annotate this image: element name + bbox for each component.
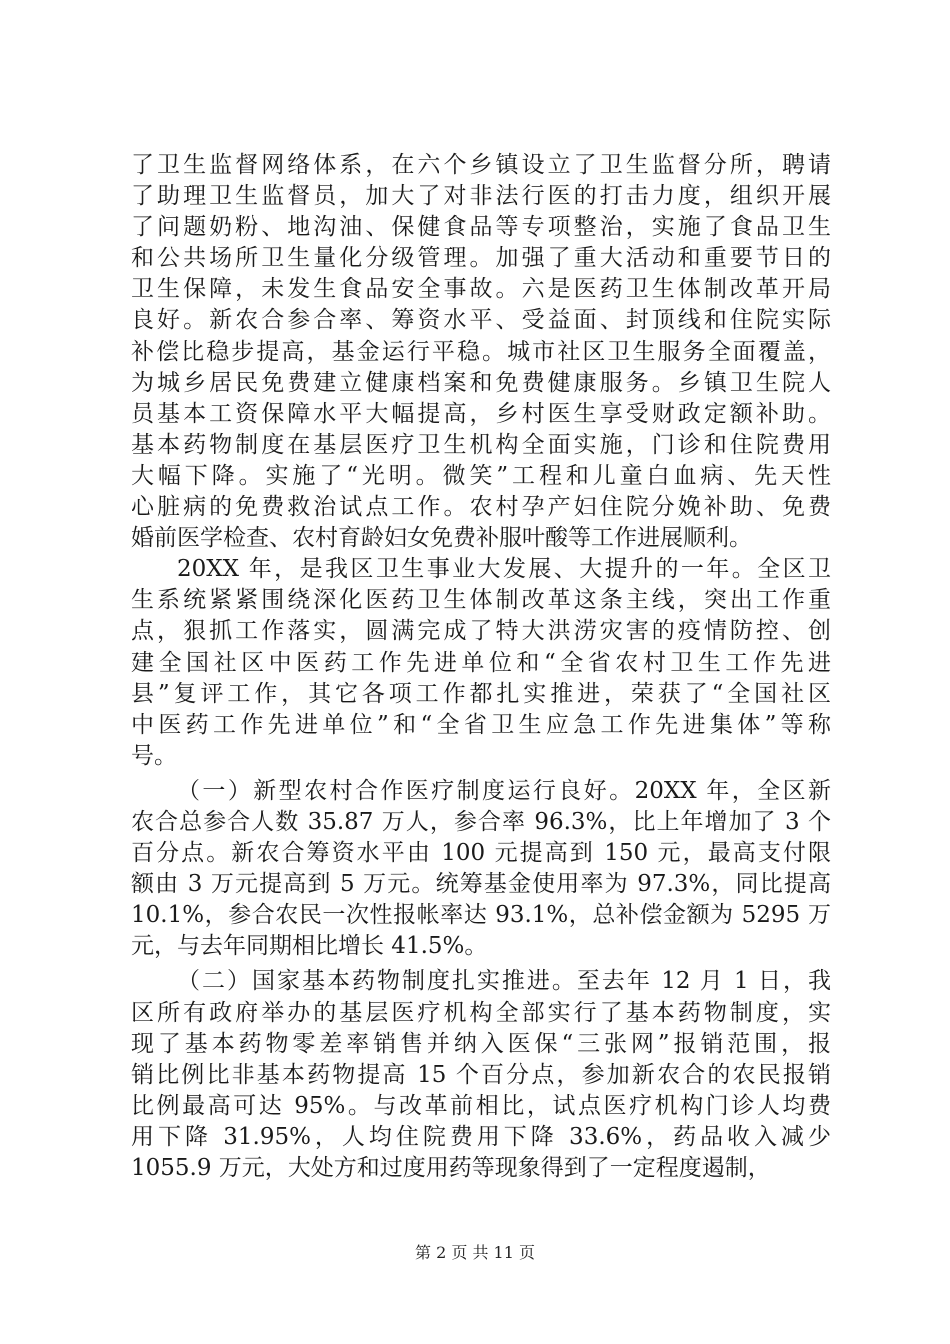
paragraph bbox=[131, 776, 831, 963]
text-line: 20XX 年，是我区卫生事业大发展、大提升的一年。全区卫 bbox=[177, 556, 831, 583]
text-line: 基本药物制度在基层医疗卫生机构全面实施，门诊和住院费用 bbox=[131, 431, 831, 458]
text-line: 心脏病的免费救治试点工作。农村孕产妇住院分娩补助、免费 bbox=[131, 494, 831, 521]
text-line: 和公共场所卫生量化分级管理。加强了重大活动和重要节日的 bbox=[131, 245, 831, 272]
text-line: 为城乡居民免费建立健康档案和免费健康服务。乡镇卫生院人 bbox=[131, 369, 831, 396]
text-line: 用下降 31.95%，人均住院费用下降 33.6%，药品收入减少 bbox=[131, 1123, 831, 1150]
text-line: 补偿比稳步提高，基金运行平稳。城市社区卫生服务全面覆盖， bbox=[131, 338, 831, 365]
text-line: （一）新型农村合作医疗制度运行良好。20XX 年，全区新 bbox=[177, 777, 831, 804]
document-body bbox=[131, 150, 831, 1184]
text-line: 员基本工资保障水平大幅提高，乡村医生享受财政定额补助。 bbox=[131, 400, 831, 427]
text-line: 1055.9 万元，大处方和过度用药等现象得到了一定程度遏制， bbox=[131, 1155, 771, 1181]
text-line: 婚前医学检查、农村育龄妇女免费补服叶酸等工作进展顺利。 bbox=[131, 525, 752, 552]
text-line: 生系统紧紧围绕深化医药卫生体制改革这条主线，突出工作重 bbox=[131, 587, 831, 614]
paragraph bbox=[131, 150, 831, 554]
text-line: 农合总参合人数 35.87 万人，参合率 96.3%，比上年增加了 3 个 bbox=[131, 808, 831, 835]
page-footer bbox=[0, 1240, 950, 1263]
text-line: 了卫生监督网络体系，在六个乡镇设立了卫生监督分所，聘请 bbox=[131, 152, 831, 178]
text-line: 元，与去年同期相比增长 41.5%。 bbox=[131, 933, 488, 960]
text-line: 10.1%，参合农民一次性报帐率达 93.1%，总补偿金额为 5295 万 bbox=[131, 902, 831, 929]
text-line: 额由 3 万元提高到 5 万元。统筹基金使用率为 97.3%，同比提高 bbox=[131, 871, 831, 898]
text-line: 点，狠抓工作落实，圆满完成了特大洪涝灾害的疫情防控、创 bbox=[131, 618, 831, 645]
text-line: 区所有政府举办的基层医疗机构全部实行了基本药物制度，实 bbox=[131, 999, 831, 1026]
page-number-label: 第 2 页 共 11 页 bbox=[415, 1243, 535, 1262]
text-line: 卫生保障，未发生食品安全事故。六是医药卫生体制改革开局 bbox=[131, 276, 831, 303]
text-line: 现了基本药物零差率销售并纳入医保“三张网”报销范围，报 bbox=[131, 1030, 831, 1057]
text-line: 比例最高可达 95%。与改革前相比，试点医疗机构门诊人均费 bbox=[131, 1092, 831, 1119]
text-line: 百分点。新农合筹资水平由 100 元提高到 150 元，最高支付限 bbox=[131, 840, 831, 867]
text-line: 号。 bbox=[131, 742, 177, 769]
text-line: 建全国社区中医药工作先进单位和“全省农村卫生工作先进 bbox=[131, 649, 831, 676]
text-line: 销比例比非基本药物提高 15 个百分点，参加新农合的农民报销 bbox=[131, 1061, 831, 1088]
text-line: 县”复评工作，其它各项工作都扎实推进，荣获了“全国社区 bbox=[131, 680, 831, 707]
paragraph bbox=[131, 554, 831, 772]
text-line: 了问题奶粉、地沟油、保健食品等专项整治，实施了食品卫生 bbox=[131, 214, 831, 241]
text-line: 了助理卫生监督员，加大了对非法行医的打击力度，组织开展 bbox=[131, 183, 831, 210]
text-line: 中医药工作先进单位”和“全省卫生应急工作先进集体”等称 bbox=[131, 711, 831, 738]
paragraph bbox=[131, 966, 831, 1184]
text-line: （二）国家基本药物制度扎实推进。至去年 12 月 1 日，我 bbox=[177, 968, 831, 995]
text-line: 良好。新农合参合率、筹资水平、受益面、封顶线和住院实际 bbox=[131, 307, 831, 334]
text-line: 大幅下降。实施了“光明。微笑”工程和儿童白血病、先天性 bbox=[131, 462, 831, 489]
